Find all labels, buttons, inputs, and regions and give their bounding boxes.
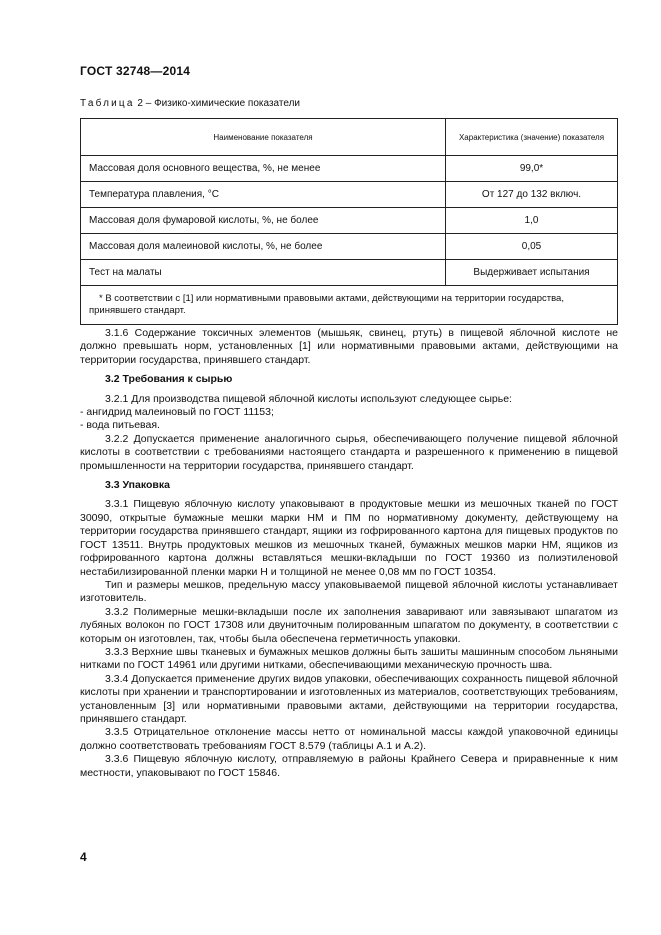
list-item: - ангидрид малеиновый по ГОСТ 11153; (80, 406, 274, 419)
paragraph-3-2-2: 3.2.2 Допускается применение аналогичного сырья, обеспечивающего получение пищевой яблочной кислоты в соответствии с требованиями настоящего стандарта и разрешенного к применению в пищевой промышленности на территории государства, принявшего стандарт. (80, 432, 618, 472)
section-heading-3-2: 3.2 Требования к сырью (105, 373, 233, 386)
table-caption (80, 98, 300, 109)
table-caption-text: 2 – Физико-химические показатели (134, 98, 300, 109)
paragraph-3-3-1: 3.3.1 Пищевую яблочную кислоту упаковывают в продуктовые мешки из мешочных тканей по ГОСТ 30090, открытые бумажные мешки марки НМ и ПМ по нормативному документу, действующему на территории государства принявшего стандарт, ящики из гофрированного картона для пищевых продуктов по ГОСТ 13511. Внутрь продуктовых мешков из мешочных тканей, бумажных мешков марки НМ, ящиков из гофрированного картона должны вставляться мешки-вкладыши по ГОСТ 19360 из полиэтиленовой нестабилизированной пленки марки Н и толщиной не менее 0,08 мм по ГОСТ 10354. (80, 498, 618, 578)
row-name: Температура плавления, °С (81, 182, 446, 208)
paragraph-3-1-6: 3.1.6 Содержание токсичных элементов (мышьяк, свинец, ртуть) в пищевой яблочной кислоте не должно превышать норм, установленных [1] или нормативными правовыми актами, действующими на территории государства, принявшего стандарт. (80, 327, 618, 366)
table-footnote-text: * В соответствии с [1] или нормативными правовыми актами, действующими на территории государства, принявшего стандарт. (89, 293, 564, 316)
paragraph-3-3-6: 3.3.6 Пищевую яблочную кислоту, отправляемую в районы Крайнего Севера и приравненные к ним местности, упаковывают по ГОСТ 15846. (80, 753, 618, 779)
row-value: 1,0 (446, 208, 618, 234)
table-row (81, 208, 618, 234)
table-footnote (81, 286, 618, 325)
row-value: 0,05 (446, 234, 618, 260)
row-value: 99,0* (446, 156, 618, 182)
table-note-row (81, 286, 618, 325)
row-name: Массовая доля малеиновой кислоты, %, не более (81, 234, 446, 260)
list-item: - вода питьевая. (80, 419, 160, 432)
table-row (81, 156, 618, 182)
column-header-value: Характеристика (значение) показателя (446, 119, 618, 156)
body-text (80, 327, 618, 780)
physico-chemical-table (80, 118, 618, 325)
paragraph-3-3-1-continued: Тип и размеры мешков, предельную массу упаковываемой пищевой яблочной кислоты устанавливает изготовитель. (80, 578, 618, 605)
row-name: Массовая доля основного вещества, %, не менее (81, 156, 446, 182)
row-name: Тест на малаты (81, 260, 446, 286)
table-row (81, 260, 618, 286)
section-heading-3-3: 3.3 Упаковка (105, 479, 170, 492)
paragraph-3-3-2: 3.3.2 Полимерные мешки-вкладыши после их заполнения заваривают или завязывают шпагатом из лубяных волокон по ГОСТ 17308 или двуниточным полированным шпагатом по документу, в соответствии с которым он изготовлен, так, чтобы была обеспечена герметичность упаковки. (80, 605, 618, 645)
column-header-name: Наименование показателя (81, 119, 446, 156)
row-value: От 127 до 132 включ. (446, 182, 618, 208)
row-name: Массовая доля фумаровой кислоты, %, не более (81, 208, 446, 234)
table-caption-prefix: Таблица (80, 98, 135, 109)
table-row (81, 234, 618, 260)
paragraph-3-3-5: 3.3.5 Отрицательное отклонение массы нетто от номинальной массы каждой упаковочной единицы должно соответствовать требованиям ГОСТ 8.579 (таблицы А.1 и А.2). (80, 726, 618, 752)
table-header-row (81, 119, 618, 156)
paragraph-3-3-3: 3.3.3 Верхние швы тканевых и бумажных мешков должны быть зашиты машинным способом льняными нитками по ГОСТ 14961 или другими нитками, обеспечивающими механическую прочность шва. (80, 645, 618, 672)
row-value: Выдерживает испытания (446, 260, 618, 286)
table-row (81, 182, 618, 208)
paragraph-3-2-1: 3.2.1 Для производства пищевой яблочной кислоты используют следующее сырье: (105, 392, 512, 405)
page-number: 4 (80, 850, 87, 864)
paragraph-3-3-4: 3.3.4 Допускается применение других видов упаковки, обеспечивающих сохранность пищевой яблочной кислоты при хранении и транспортировании и изготовленных из материалов, соответствующих требованиям, установленным [3] или нормативными правовыми актами, действующими на территории государства, принявшего стандарт. (80, 672, 618, 725)
standard-header: ГОСТ 32748—2014 (80, 64, 191, 78)
